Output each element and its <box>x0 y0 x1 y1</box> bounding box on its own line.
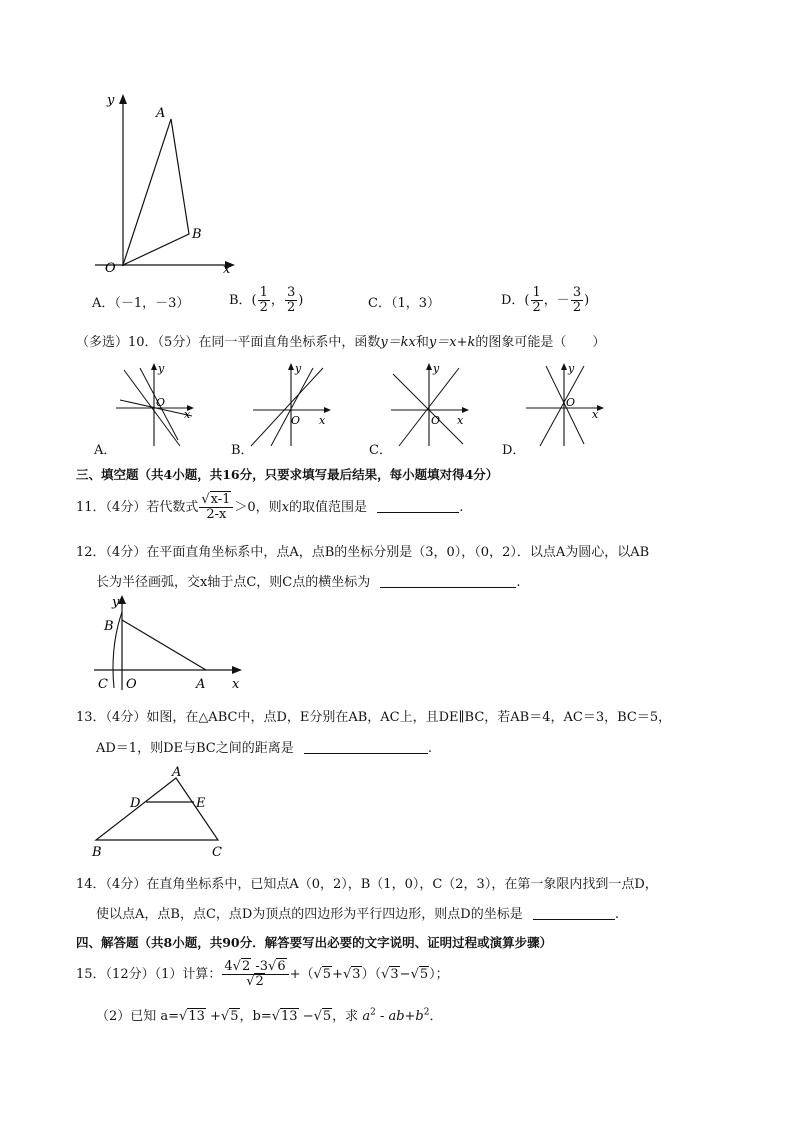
q15-p2-r13: 13 <box>188 1009 205 1024</box>
q10-option-d: D． <box>502 443 526 458</box>
arc <box>113 612 122 688</box>
label-b: B <box>192 227 202 242</box>
frac-den: 2 <box>572 300 582 315</box>
q11 <box>76 493 463 522</box>
q9-d-suffix: ) <box>584 293 590 308</box>
label-e: E <box>196 796 206 811</box>
y-axis-arrow-icon <box>426 363 432 370</box>
q15-r3b: 3 <box>390 967 399 982</box>
section3-heading: 三、填空题（共4小题，共16分，只要求填写最后结果，每小题填对得4分） <box>76 467 499 482</box>
q15-plus: + <box>332 967 343 982</box>
label-b: B <box>92 845 102 860</box>
label-x: x <box>457 414 464 427</box>
label-c: C <box>98 677 108 692</box>
q11-after: ＞0，则 <box>234 500 282 515</box>
q10-option-a: A． <box>94 443 117 458</box>
q15-r5: 5 <box>322 967 332 982</box>
y-axis-arrow-icon <box>151 363 157 370</box>
q11-answer-blank[interactable] <box>377 498 459 513</box>
q10-graph-a <box>112 360 200 450</box>
frac-den: 2 <box>532 300 541 315</box>
q15-fraction <box>222 960 288 989</box>
q9-option-c <box>368 292 440 311</box>
q10-stem <box>76 331 605 350</box>
label-d: D <box>130 796 141 811</box>
q10-option-b: B． <box>231 443 254 458</box>
q15-denominator: √2 <box>246 974 264 989</box>
q13-line2-text: AD＝1，则DE与BC之间的距离是 <box>96 741 294 756</box>
q15-p2-end: ． <box>429 1009 443 1024</box>
q11-period: . <box>459 500 464 515</box>
label-y: y <box>158 362 165 375</box>
label-b: B <box>104 619 114 634</box>
q12-line2 <box>96 571 521 590</box>
segment-ab <box>122 620 206 670</box>
label-a: A <box>196 677 206 692</box>
q9-d-minus: － <box>556 293 570 308</box>
q14-line2 <box>96 903 619 922</box>
y-axis-arrow-icon <box>288 363 294 370</box>
q9-option-d <box>501 286 589 315</box>
label-y: y <box>295 362 302 375</box>
q11-den: 2-x <box>206 507 227 522</box>
label-c: C <box>212 845 222 860</box>
q15-num-r1: 2 <box>241 959 251 974</box>
q9-b-frac-x <box>258 286 270 315</box>
q15-p2-b: ，b= <box>239 1009 272 1024</box>
q10-option-c: C． <box>369 443 392 458</box>
label-y: y <box>568 362 575 375</box>
frac-den: 2 <box>286 300 296 315</box>
frac-num: 1 <box>259 285 268 300</box>
label-o: O <box>126 677 137 692</box>
q14-period: . <box>614 907 620 922</box>
triangle-oab <box>123 119 189 265</box>
q12-period: . <box>516 575 521 590</box>
label-x: x <box>592 408 599 421</box>
label-x: x <box>184 408 191 421</box>
q9-option-c-text: C．（1，3） <box>368 296 440 311</box>
q15-numerator: 4√2 -3√6 <box>222 960 288 975</box>
q15-p2-expr-a: a <box>362 1009 371 1024</box>
q14-line1: 14．（4分）在直角坐标系中，已知点A（0，2），B（1，0），C（2，3），在第一象限内找到一点D， <box>76 877 658 892</box>
q10-graph-d <box>522 360 610 450</box>
q9-b-frac-y <box>285 286 297 315</box>
q15-end: ）； <box>429 967 449 982</box>
label-x: x <box>232 677 240 692</box>
q12-answer-blank[interactable] <box>380 573 516 588</box>
q11-suffix: 的取值范围是 <box>289 500 368 515</box>
q15-den-r: 2 <box>255 974 264 989</box>
q9-d-frac-x <box>531 286 543 315</box>
q14-line2-text: 使以点A，点B，点C，点D为顶点的四边形为平行四边形，则点D的坐标是 <box>96 907 523 922</box>
q10-f1: y＝kx <box>380 335 416 350</box>
q15-p2-ask: ，求 <box>332 1009 363 1024</box>
label-o: O <box>156 396 166 409</box>
q11-var: x <box>281 500 290 515</box>
q15-part2: （2）已知 a=√13 +√5，b=√13 −√5，求 $a^2 - ab+b^2$． <box>96 1007 443 1024</box>
q9-b-suffix: ) <box>298 293 304 308</box>
q11-prefix: 11．（4分）若代数式 <box>76 500 199 515</box>
q11-num-radicand: x-1 <box>210 492 231 507</box>
q10-suffix: 的图象可能是（ ） <box>475 335 606 350</box>
q15-num-a: 4 <box>224 959 233 974</box>
frac-num: 3 <box>286 285 296 300</box>
label-a: A <box>156 106 166 121</box>
q9-figure <box>85 90 250 280</box>
line-2 <box>540 366 584 446</box>
label-y: y <box>433 362 440 375</box>
q15-num-mid: -3 <box>251 959 269 974</box>
y-axis-arrow-icon <box>119 94 127 104</box>
q15-r5b: 5 <box>419 967 429 982</box>
q11-num: √x-1 <box>199 493 233 508</box>
q14-answer-blank[interactable] <box>533 905 615 920</box>
label-x: x <box>223 262 231 277</box>
q15-minus: − <box>399 967 411 982</box>
line-2 <box>271 368 313 446</box>
q15-p2-sup1: 2 <box>370 1007 376 1018</box>
q15-num-r2: 6 <box>277 959 286 974</box>
line-1 <box>251 368 323 446</box>
q15-r3: 3 <box>352 967 361 982</box>
x-axis-arrow-icon <box>232 666 242 674</box>
q15-p2-r5: 5 <box>230 1009 239 1024</box>
q13-period: . <box>427 741 433 756</box>
label-o: O <box>431 414 441 427</box>
q15-prefix: 15．（12分）（1）计算： <box>76 967 222 982</box>
q9-b-prefix: B．( <box>229 293 257 308</box>
label-o: O <box>291 414 301 427</box>
label-y: y <box>107 93 115 108</box>
q15-part1: 15．（12分）（1）计算： $\frac{4√2 -3√6}{√2}$ +（√5+√3）（√3−√5）； <box>76 959 449 989</box>
section4-heading: 四、解答题（共8小题，共90分．解答要写出必要的文字说明、证明过程或演算步骤） <box>76 935 553 950</box>
q15-p2-r13b: 13 <box>281 1009 298 1024</box>
q9-b-sep: ， <box>270 293 284 308</box>
q15-after: +（ <box>289 967 314 982</box>
q9-option-b <box>229 286 303 315</box>
q15-p2-prefix: （2）已知 a= <box>96 1009 180 1024</box>
q10-f2: y＝x+k <box>428 335 476 350</box>
q15-p2-sup2: 2 <box>423 1007 430 1018</box>
q11-fraction <box>199 493 233 522</box>
q9-option-a <box>92 292 189 311</box>
q10-and: 和 <box>415 335 429 350</box>
q9-d-prefix: D．( <box>501 293 530 308</box>
q13-answer-blank[interactable] <box>304 739 428 754</box>
x-axis-arrow-icon <box>462 407 469 413</box>
y-axis-arrow-icon <box>561 363 567 370</box>
label-a: A <box>172 765 182 780</box>
label-o: O <box>566 396 576 409</box>
q15-p2-plus: + <box>205 1009 221 1024</box>
q10-graph-c <box>387 360 475 450</box>
q9-d-frac-y <box>571 286 583 315</box>
q12-line1: 12．（4分）在平面直角坐标系中，点A，点B的坐标分别是（3，0），（0，2）．以点A为圆心，以AB <box>76 545 650 560</box>
q15-p2-mid: - ab+b <box>375 1009 424 1024</box>
q12-figure <box>88 592 253 692</box>
x-axis-arrow-icon <box>324 407 331 413</box>
q9-option-a-text: A．（－1，－3） <box>92 296 190 311</box>
label-o: O <box>105 261 116 276</box>
line-1 <box>546 366 584 444</box>
q12-line2-text: 长为半径画弧，交x轴于点C，则C点的横坐标为 <box>96 575 371 590</box>
q10-prefix: （多选）10．（5分）在同一平面直角坐标系中，函数 <box>76 335 381 350</box>
q13-line2 <box>96 737 432 756</box>
frac-den: 2 <box>259 300 268 315</box>
label-y: y <box>112 595 120 610</box>
q13-figure <box>88 762 238 862</box>
q15-p2-r5b: 5 <box>322 1009 332 1024</box>
q13-line1: 13．（4分）如图，在△ABC中，点D，E分别在AB，AC上，且DE∥BC，若AB＝4，AC＝3，BC＝5， <box>76 710 672 725</box>
q15-close-open: ）（ <box>361 967 382 982</box>
frac-num: 3 <box>572 285 582 300</box>
frac-num: 1 <box>532 285 541 300</box>
label-x: x <box>319 414 326 427</box>
q9-d-sep: ， <box>543 293 557 308</box>
q10-graph-b <box>249 360 337 450</box>
q15-p2-minus: − <box>298 1009 314 1024</box>
